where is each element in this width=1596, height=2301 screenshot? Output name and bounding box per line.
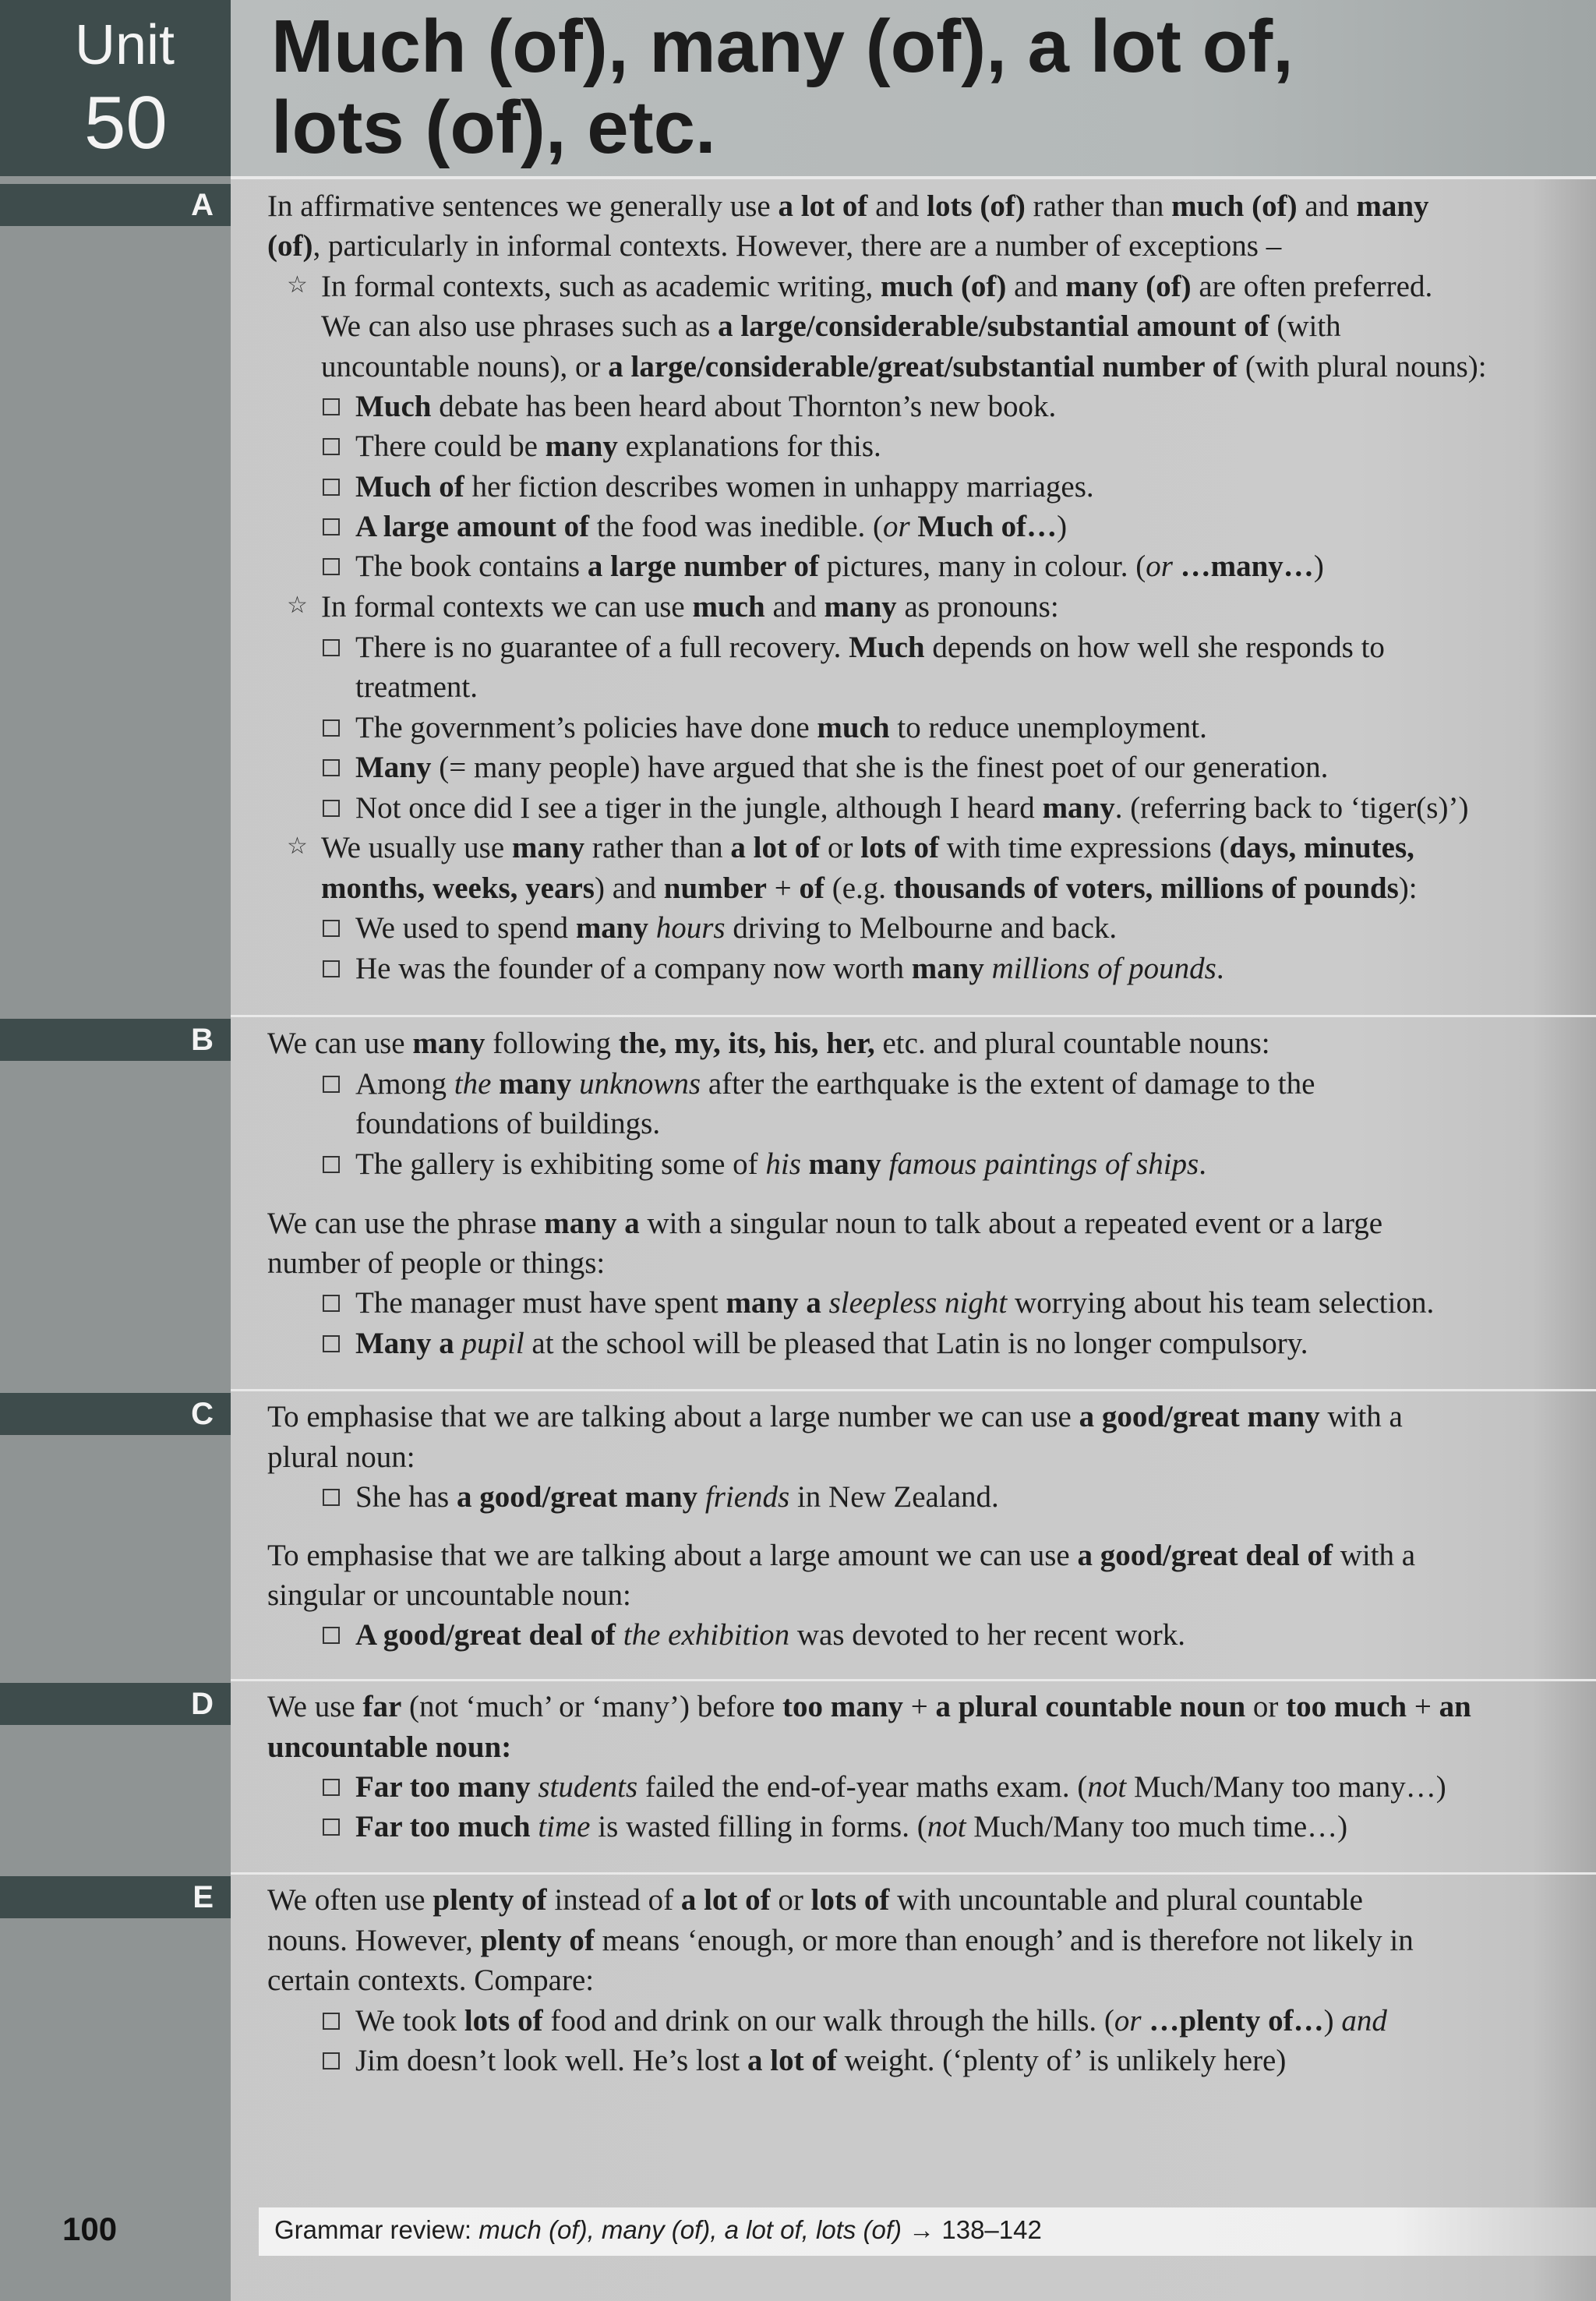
text-run: Much/Many too many…)	[1126, 1770, 1446, 1804]
checkbox-icon	[323, 479, 340, 496]
text-run: (not ‘much’ or ‘many’) before	[401, 1690, 783, 1723]
text-line	[267, 1688, 1471, 1727]
text-run: many	[499, 1067, 572, 1101]
text-run: plenty of	[433, 1883, 547, 1917]
text-run: sleepless night	[828, 1286, 1008, 1320]
text-run: Many a	[355, 1327, 454, 1360]
text-run: with uncountable and plural countable	[889, 1883, 1363, 1917]
page-title	[271, 6, 1440, 168]
checkbox-icon	[323, 759, 340, 776]
text-line	[321, 348, 1487, 387]
text-run: lots (of)	[927, 189, 1026, 223]
checkbox-icon	[323, 639, 340, 656]
text-run: famous paintings of ships	[888, 1147, 1199, 1181]
unit-badge	[0, 0, 231, 176]
text-run: )	[1057, 510, 1068, 543]
text-run: and	[1297, 189, 1357, 223]
text-run: or	[1245, 1690, 1287, 1723]
unit-number: 50	[84, 81, 168, 164]
text-run: (e.g.	[824, 871, 894, 905]
text-run: +	[902, 1690, 936, 1723]
text-run: or	[882, 510, 910, 543]
text-run: )	[1323, 2004, 1342, 2038]
text-run: failed the end-of-year maths exam. (	[637, 1770, 1088, 1804]
text-run: or	[1114, 2004, 1142, 2038]
text-run	[454, 1327, 462, 1360]
checkbox-icon	[323, 558, 340, 575]
text-run: There is no guarantee of a full recovery.	[355, 631, 849, 664]
text-run: foundations of buildings.	[355, 1107, 661, 1140]
text-run: In affirmative sentences we generally use	[267, 189, 779, 223]
text-run: many	[412, 1027, 486, 1060]
text-run: an	[1439, 1690, 1471, 1723]
text-run: too much	[1286, 1690, 1407, 1723]
text-run: A good/great deal of	[355, 1618, 616, 1652]
text-line	[321, 267, 1432, 306]
text-run: We can also use phrases such as	[321, 309, 719, 343]
example-line	[323, 1478, 999, 1517]
text-run: not	[927, 1810, 966, 1843]
example-line	[323, 789, 1468, 828]
text-line	[321, 869, 1418, 908]
example-line	[323, 748, 1328, 787]
text-run: singular or uncountable noun:	[267, 1578, 631, 1612]
text-run: The government’s policies have done	[355, 711, 817, 744]
text-run: a good/great deal of	[1077, 1539, 1333, 1572]
text-run: and	[1341, 2004, 1387, 2038]
text-run: pictures, many in colour. (	[819, 550, 1146, 583]
text-run: after the earthquake is the extent of damage to the	[701, 1067, 1315, 1101]
text-run: We use	[267, 1690, 363, 1723]
example-line	[323, 709, 1207, 748]
text-run: weight. (‘plenty of’ is unlikely here)	[836, 2044, 1287, 2077]
text-run: with a	[1332, 1539, 1416, 1572]
text-run: We usually use	[321, 831, 512, 864]
text-line	[355, 668, 478, 707]
text-run: a large number of	[587, 550, 820, 583]
text-run: Far too many	[355, 1770, 531, 1804]
text-run: a plural countable noun	[935, 1690, 1246, 1723]
text-run: Much	[355, 390, 432, 423]
text-run: as pronouns:	[896, 590, 1059, 624]
example-line	[323, 547, 1324, 586]
text-run: with time expressions (	[938, 831, 1230, 864]
text-run: many	[575, 911, 648, 945]
section-divider-d	[231, 1679, 1596, 1681]
text-run: not	[1087, 1770, 1127, 1804]
title-banner	[231, 0, 1596, 176]
star-bullet-icon: ☆	[287, 592, 308, 619]
text-run	[1142, 2004, 1149, 2038]
text-run: worrying about his team selection.	[1007, 1286, 1435, 1320]
text-run: number of people or things:	[267, 1246, 606, 1280]
text-run: lots of	[860, 831, 939, 864]
text-run: or	[1146, 550, 1173, 583]
example-line	[323, 1145, 1206, 1184]
text-run: uncountable nouns), or	[321, 350, 609, 384]
text-run: time	[538, 1810, 591, 1843]
text-run: +	[1407, 1690, 1439, 1723]
example-line	[323, 427, 881, 466]
text-run: many	[808, 1147, 881, 1181]
text-run: In formal contexts, such as academic writing,	[321, 270, 881, 303]
text-run: (with	[1269, 309, 1341, 343]
text-line	[267, 1398, 1403, 1437]
text-run: plural noun:	[267, 1440, 415, 1474]
text-line	[267, 1728, 511, 1767]
text-run: Not once did I see a tiger in the jungle, although I heard	[355, 791, 1043, 825]
text-run: Much of	[355, 470, 464, 504]
text-run: is wasted filling in forms. (	[590, 1810, 927, 1843]
text-run: Much	[849, 631, 925, 664]
section-divider-c	[231, 1389, 1596, 1391]
unit-label: Unit	[75, 14, 175, 76]
text-run: certain contexts. Compare:	[267, 1963, 595, 1997]
section-tab-e: E	[0, 1876, 231, 1918]
text-run: lots of	[464, 2004, 543, 2038]
section-divider-e	[231, 1872, 1596, 1875]
text-run: or	[770, 1883, 811, 1917]
text-run: driving to Melbourne and back.	[725, 911, 1118, 945]
text-run: a good/great many	[1079, 1400, 1320, 1433]
text-line	[267, 1244, 605, 1283]
text-run: the exhibition	[623, 1618, 790, 1652]
star-bullet-icon: ☆	[287, 271, 308, 299]
text-run: a lot of	[730, 831, 821, 864]
text-run: Grammar review:	[274, 2215, 479, 2244]
checkbox-icon	[323, 920, 340, 937]
text-run: uncountable noun:	[267, 1730, 512, 1764]
text-run	[801, 1147, 809, 1181]
text-run: and	[764, 590, 824, 624]
text-run: much (of), many (of), a lot of, lots (of)	[478, 2215, 902, 2244]
checkbox-icon	[323, 1156, 340, 1173]
example-line	[323, 1324, 1308, 1363]
text-run	[1173, 550, 1181, 583]
text-run: The gallery is exhibiting some of	[355, 1147, 766, 1181]
text-run: and	[867, 189, 927, 223]
checkbox-icon	[323, 1489, 340, 1506]
checkbox-icon	[323, 719, 340, 737]
text-run: Many	[355, 751, 432, 784]
page-number: 100	[62, 2211, 118, 2247]
text-run: We took	[355, 2004, 464, 2038]
example-line	[323, 387, 1056, 426]
text-run: thousands of voters, millions of pounds	[893, 871, 1399, 905]
text-run	[984, 952, 992, 985]
title-line-2: lots (of), etc.	[271, 86, 716, 169]
text-run: millions of pounds	[991, 952, 1216, 985]
section-tab-a: A	[0, 184, 231, 226]
example-line	[323, 1808, 1347, 1847]
text-run: many	[911, 952, 984, 985]
text-run: food and drink on our walk through the hills. (	[542, 2004, 1114, 2038]
text-run: )	[1313, 550, 1324, 583]
text-run: the, my, its, his, her,	[618, 1027, 875, 1060]
text-line	[267, 1881, 1363, 1920]
text-run: ) and	[594, 871, 664, 905]
checkbox-icon	[323, 1627, 340, 1644]
text-run	[491, 1067, 499, 1101]
text-run: at the school will be pleased that Latin is no longer compulsory.	[524, 1327, 1308, 1360]
text-line	[267, 1204, 1382, 1243]
text-run: Jim doesn’t look well. He’s lost	[355, 2044, 748, 2077]
section-divider-a	[231, 176, 1596, 179]
text-run: In formal contexts we can use	[321, 590, 693, 624]
text-run	[697, 1480, 705, 1514]
text-run: hours	[655, 911, 726, 945]
text-run: To emphasise that we are talking about a large number we can use	[267, 1400, 1079, 1433]
text-run: Much/Many too much time…)	[966, 1810, 1348, 1843]
text-line	[267, 1961, 594, 2000]
text-run: explanations for this.	[617, 429, 881, 463]
text-run: . (referring back to ‘tiger(s)’)	[1114, 791, 1469, 825]
text-run: Among	[355, 1067, 454, 1101]
text-run	[910, 510, 918, 543]
example-line	[323, 1284, 1434, 1323]
text-run: means ‘enough, or more than enough’ and is therefore not likely in	[594, 1924, 1414, 1957]
text-run	[571, 1067, 579, 1101]
text-run: ):	[1398, 871, 1418, 905]
text-run: of	[799, 871, 824, 905]
text-run: many	[511, 831, 585, 864]
title-line-1: Much (of), many (of), a lot of,	[271, 5, 1294, 88]
text-run: unknowns	[579, 1067, 701, 1101]
text-run: number	[663, 871, 767, 905]
text-run: his	[765, 1147, 801, 1181]
text-run: …many…	[1180, 550, 1314, 583]
checkbox-icon	[323, 398, 340, 415]
text-run: , particularly in informal contexts. However, there are a number of exceptions –	[312, 229, 1282, 263]
text-run: a lot of	[747, 2044, 837, 2077]
checkbox-icon	[323, 438, 340, 455]
checkbox-icon	[323, 1779, 340, 1796]
checkbox-icon	[323, 1076, 340, 1093]
text-run	[531, 1810, 538, 1843]
text-run: a large/considerable/great/substantial number of	[608, 350, 1238, 384]
text-run: her fiction describes women in unhappy marriages.	[464, 470, 1094, 504]
text-run: The manager must have spent	[355, 1286, 726, 1320]
text-run: a lot of	[778, 189, 868, 223]
text-run: nouns. However,	[267, 1924, 481, 1957]
text-line	[321, 588, 1059, 627]
checkbox-icon	[323, 2013, 340, 2030]
text-run: .	[1199, 1147, 1206, 1181]
text-line	[267, 1438, 415, 1477]
text-run: much (of)	[1171, 189, 1298, 223]
text-run: The book contains	[355, 550, 588, 583]
text-run: She has	[355, 1480, 457, 1514]
section-tab-d: D	[0, 1683, 231, 1725]
text-run: We can use	[267, 1027, 413, 1060]
text-line	[267, 187, 1429, 226]
text-run: → 138–142	[902, 2215, 1042, 2244]
text-run: Much of…	[917, 510, 1058, 543]
text-line	[321, 829, 1414, 868]
checkbox-icon	[323, 518, 340, 535]
text-run: etc. and plural countable nouns:	[874, 1027, 1270, 1060]
text-run: Far too much	[355, 1810, 531, 1843]
example-line	[323, 1768, 1446, 1807]
text-run: with a	[1319, 1400, 1403, 1433]
text-run: and	[1006, 270, 1066, 303]
checkbox-icon	[323, 1819, 340, 1836]
text-run: depends on how well she responds to	[924, 631, 1385, 664]
text-run: many	[1356, 189, 1429, 223]
text-run: a large/considerable/substantial amount of	[718, 309, 1269, 343]
text-run: A large amount of	[355, 510, 590, 543]
checkbox-icon	[323, 800, 340, 817]
text-run: many a	[544, 1207, 640, 1240]
text-run: far	[362, 1690, 402, 1723]
text-run: the food was inedible. (	[589, 510, 883, 543]
text-run: …plenty of…	[1149, 2004, 1324, 2038]
text-run	[531, 1770, 538, 1804]
checkbox-icon	[323, 960, 340, 977]
example-line	[323, 949, 1224, 988]
text-run: pupil	[461, 1327, 524, 1360]
text-run: are often preferred.	[1191, 270, 1433, 303]
text-run: To emphasise that we are talking about a large amount we can use	[267, 1539, 1078, 1572]
text-run: We often use	[267, 1883, 433, 1917]
text-run: to reduce unemployment.	[889, 711, 1207, 744]
section-divider-b	[231, 1015, 1596, 1017]
example-line	[323, 628, 1385, 667]
text-line	[267, 1576, 631, 1615]
text-run: many	[1042, 791, 1115, 825]
grammar-review-link[interactable]	[274, 2215, 1042, 2245]
text-run	[616, 1618, 623, 1652]
section-tab-b: B	[0, 1019, 231, 1061]
text-line	[267, 1536, 1415, 1575]
text-run: days, minutes,	[1229, 831, 1414, 864]
text-run: months, weeks, years	[321, 871, 595, 905]
text-run: the	[454, 1067, 492, 1101]
text-run: (with plural nouns):	[1238, 350, 1487, 384]
text-run: lots of	[810, 1883, 890, 1917]
text-line	[355, 1105, 660, 1143]
text-run: students	[538, 1770, 638, 1804]
text-run: (= many people) have argued that she is the finest poet of our generation.	[431, 751, 1329, 784]
example-line	[323, 2002, 1387, 2041]
text-run: many (of)	[1065, 270, 1192, 303]
text-run: instead of	[546, 1883, 681, 1917]
text-run: .	[1216, 952, 1224, 985]
text-run: many a	[726, 1286, 821, 1320]
text-run: rather than	[1025, 189, 1172, 223]
text-run: There could be	[355, 429, 546, 463]
text-line	[267, 1921, 1414, 1960]
example-line	[323, 1616, 1185, 1655]
text-run: too many	[782, 1690, 903, 1723]
text-run: a lot of	[680, 1883, 771, 1917]
text-run: rather than	[584, 831, 731, 864]
text-run: or	[820, 831, 861, 864]
text-run: much	[692, 590, 765, 624]
text-run: +	[766, 871, 800, 905]
text-run: following	[485, 1027, 619, 1060]
text-run: We used to spend	[355, 911, 576, 945]
text-run: We can use the phrase	[267, 1207, 545, 1240]
text-line	[321, 307, 1341, 346]
text-run	[821, 1286, 829, 1320]
example-line	[323, 1065, 1315, 1104]
example-line	[323, 507, 1067, 546]
text-run: in New Zealand.	[789, 1480, 999, 1514]
text-run: He was the founder of a company now worth	[355, 952, 912, 985]
example-line	[323, 909, 1117, 948]
text-line	[267, 1024, 1270, 1063]
text-run	[881, 1147, 889, 1181]
text-run: much	[817, 711, 890, 744]
section-tab-c: C	[0, 1393, 231, 1435]
text-run: debate has been heard about Thornton’s new book.	[431, 390, 1057, 423]
text-run: a good/great many	[457, 1480, 698, 1514]
example-line	[323, 2041, 1286, 2080]
text-run: many	[545, 429, 618, 463]
checkbox-icon	[323, 1295, 340, 1312]
checkbox-icon	[323, 1335, 340, 1352]
star-bullet-icon: ☆	[287, 832, 308, 860]
text-line	[267, 227, 1281, 266]
left-margin-column	[0, 176, 231, 2301]
text-run: (of)	[267, 229, 313, 263]
text-run: many	[824, 590, 897, 624]
text-run: was devoted to her recent work.	[789, 1618, 1186, 1652]
text-run: friends	[704, 1480, 790, 1514]
example-line	[323, 468, 1094, 507]
text-run: treatment.	[355, 670, 478, 704]
text-run: plenty of	[480, 1924, 595, 1957]
text-run: much (of)	[881, 270, 1007, 303]
text-run: with a singular noun to talk about a repeated event or a large	[639, 1207, 1383, 1240]
checkbox-icon	[323, 2052, 340, 2069]
text-run	[648, 911, 656, 945]
